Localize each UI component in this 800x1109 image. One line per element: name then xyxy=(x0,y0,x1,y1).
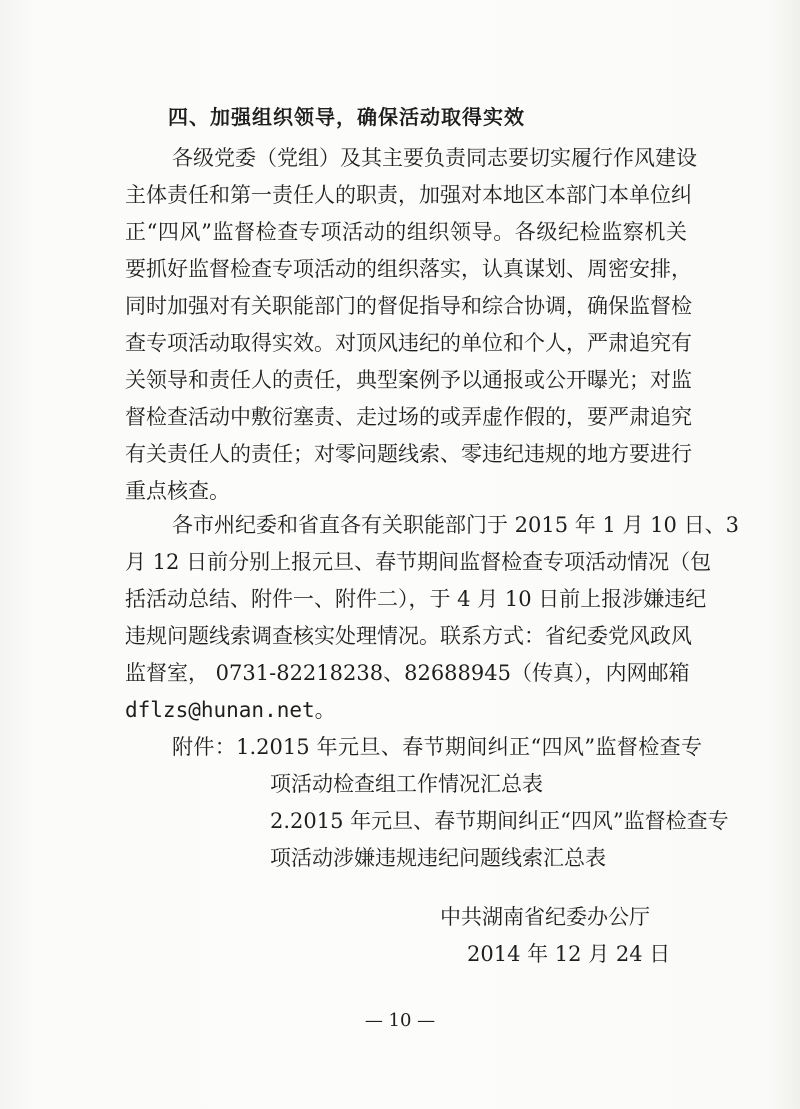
paragraph-line: 要抓好监督检查专项活动的组织落实，认真谋划、周密安排， xyxy=(125,257,692,281)
issuer: 中共湖南省纪委办公厅 xyxy=(440,905,650,929)
paragraph-line: 月 12 日前分别上报元旦、春节期间监督检查专项活动情况（包 xyxy=(125,550,712,574)
attachment-item: 项活动涉嫌违规违纪问题线索汇总表 xyxy=(270,846,606,870)
paragraph-line: 各级党委（党组）及其主要负责同志要切实履行作风建设 xyxy=(172,146,697,170)
paragraph-line: 正“四风”监督检查专项活动的组织领导。各级纪检监察机关 xyxy=(125,220,687,244)
email-line: dflzs@hunan.net。 xyxy=(125,698,336,722)
paragraph-line: 主体责任和第一责任人的职责，加强对本地区本部门本单位纠 xyxy=(125,183,692,207)
paragraph-line: 重点核查。 xyxy=(125,479,230,503)
attachment-item: 2.2015 年元旦、春节期间纠正“四风”监督检查专 xyxy=(270,809,729,833)
page-number: — 10 — xyxy=(364,1010,436,1031)
paragraph-line: 同时加强对有关职能部门的督促指导和综合协调，确保监督检 xyxy=(125,294,692,318)
paragraph-line: 违规问题线索调查核实处理情况。联系方式：省纪委党风政风 xyxy=(125,624,692,648)
attachment-item: 附件：1.2015 年元旦、春节期间纠正“四风”监督检查专 xyxy=(172,735,702,759)
paragraph-line: 关领导和责任人的责任，典型案例予以通报或公开曝光；对监 xyxy=(125,368,692,392)
section-heading: 四、加强组织领导，确保活动取得实效 xyxy=(168,105,525,129)
paragraph-line: 查专项活动取得实效。对顶风违纪的单位和个人，严肃追究有 xyxy=(125,331,692,355)
paragraph-line: 各市州纪委和省直各有关职能部门于 2015 年 1 月 10 日、3 xyxy=(172,513,739,537)
paragraph-line: 督检查活动中敷衍塞责、走过场的或弄虚作假的，要严肃追究 xyxy=(125,405,692,429)
paragraph-line: 有关责任人的责任；对零问题线索、零违纪违规的地方要进行 xyxy=(125,442,692,466)
paragraph-line: 括活动总结、附件一、附件二），于 4 月 10 日前上报涉嫌违纪 xyxy=(125,587,707,611)
issue-date: 2014 年 12 月 24 日 xyxy=(467,942,671,966)
attachment-item: 项活动检查组工作情况汇总表 xyxy=(270,772,543,796)
paragraph-line: 监督室， 0731-82218238、82688945（传真），内网邮箱 xyxy=(125,661,690,685)
